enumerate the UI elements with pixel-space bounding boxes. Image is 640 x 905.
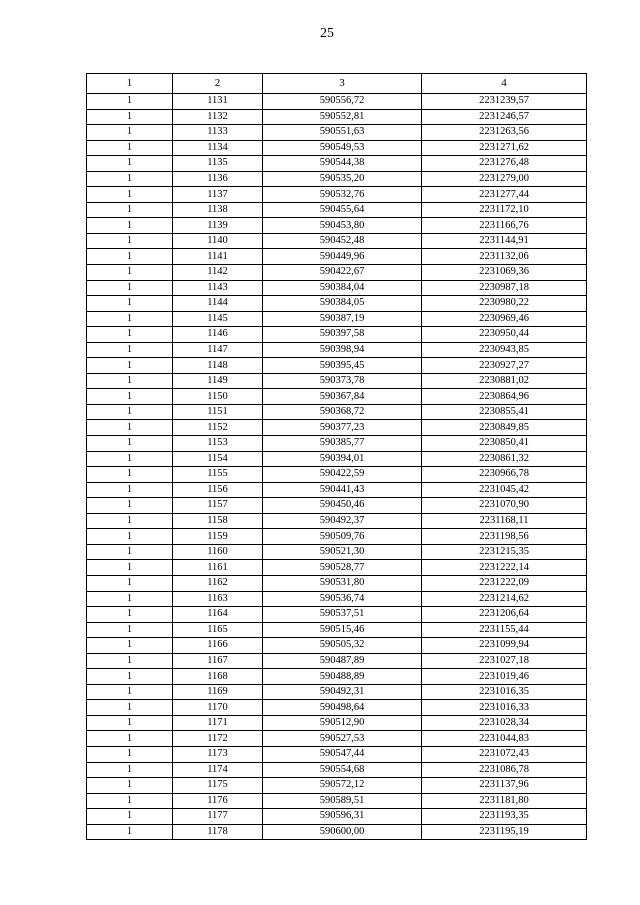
part-cell: 1 [87,404,173,420]
x-coordinate-cell: 590515,46 [263,622,422,638]
point-number-cell: 1156 [173,482,263,498]
x-coordinate-cell: 590549,53 [263,140,422,156]
x-coordinate-cell: 590492,31 [263,684,422,700]
x-coordinate-cell: 590527,53 [263,731,422,747]
table-row [87,404,587,420]
header-cell-4: 4 [422,74,587,94]
point-number-cell: 1146 [173,327,263,343]
point-number-cell: 1167 [173,653,263,669]
x-coordinate-cell: 590453,80 [263,218,422,234]
table-row [87,373,587,389]
point-number-cell: 1157 [173,498,263,514]
x-coordinate-cell: 590373,78 [263,373,422,389]
table-row [87,389,587,405]
x-coordinate-cell: 590544,38 [263,156,422,172]
y-coordinate-cell: 2231198,56 [422,529,587,545]
point-number-cell: 1163 [173,591,263,607]
x-coordinate-cell: 590395,45 [263,358,422,374]
y-coordinate-cell: 2230987,18 [422,280,587,296]
table-row [87,249,587,265]
table-row [87,607,587,623]
x-coordinate-cell: 590551,63 [263,125,422,141]
x-coordinate-cell: 590394,01 [263,451,422,467]
point-number-cell: 1134 [173,140,263,156]
point-number-cell: 1143 [173,280,263,296]
y-coordinate-cell: 2231144,91 [422,233,587,249]
table-row [87,482,587,498]
x-coordinate-cell: 590528,77 [263,560,422,576]
table-row [87,638,587,654]
point-number-cell: 1164 [173,607,263,623]
table-row [87,762,587,778]
x-coordinate-cell: 590505,32 [263,638,422,654]
point-number-cell: 1141 [173,249,263,265]
table-header [87,74,587,94]
part-cell: 1 [87,560,173,576]
part-cell: 1 [87,793,173,809]
y-coordinate-cell: 2231072,43 [422,746,587,762]
x-coordinate-cell: 590367,84 [263,389,422,405]
point-number-cell: 1145 [173,311,263,327]
part-cell: 1 [87,280,173,296]
part-cell: 1 [87,498,173,514]
part-cell: 1 [87,94,173,110]
y-coordinate-cell: 2231137,96 [422,778,587,794]
x-coordinate-cell: 590492,37 [263,513,422,529]
x-coordinate-cell: 590397,58 [263,327,422,343]
table-row [87,793,587,809]
y-coordinate-cell: 2231222,14 [422,560,587,576]
y-coordinate-cell: 2231132,06 [422,249,587,265]
table-row [87,622,587,638]
x-coordinate-cell: 590449,96 [263,249,422,265]
point-number-cell: 1139 [173,218,263,234]
coordinates-table [86,73,587,840]
y-coordinate-cell: 2231271,62 [422,140,587,156]
y-coordinate-cell: 2231016,35 [422,684,587,700]
header-cell-1: 1 [87,74,173,94]
part-cell: 1 [87,778,173,794]
y-coordinate-cell: 2230850,41 [422,436,587,452]
point-number-cell: 1138 [173,202,263,218]
part-cell: 1 [87,529,173,545]
y-coordinate-cell: 2231155,44 [422,622,587,638]
point-number-cell: 1174 [173,762,263,778]
x-coordinate-cell: 590368,72 [263,404,422,420]
part-cell: 1 [87,156,173,172]
table-row [87,529,587,545]
table-row [87,513,587,529]
y-coordinate-cell: 2231279,00 [422,171,587,187]
table-row [87,125,587,141]
point-number-cell: 1137 [173,187,263,203]
x-coordinate-cell: 590441,43 [263,482,422,498]
table-row [87,94,587,110]
x-coordinate-cell: 590509,76 [263,529,422,545]
point-number-cell: 1158 [173,513,263,529]
y-coordinate-cell: 2231166,76 [422,218,587,234]
table-row [87,156,587,172]
point-number-cell: 1172 [173,731,263,747]
part-cell: 1 [87,202,173,218]
part-cell: 1 [87,187,173,203]
part-cell: 1 [87,513,173,529]
table-row [87,731,587,747]
part-cell: 1 [87,389,173,405]
table-row [87,187,587,203]
point-number-cell: 1159 [173,529,263,545]
x-coordinate-cell: 590387,19 [263,311,422,327]
point-number-cell: 1135 [173,156,263,172]
part-cell: 1 [87,544,173,560]
part-cell: 1 [87,762,173,778]
table-row [87,436,587,452]
table-row [87,778,587,794]
part-cell: 1 [87,746,173,762]
x-coordinate-cell: 590532,76 [263,187,422,203]
table-row [87,591,587,607]
page-number: 25 [320,26,334,41]
y-coordinate-cell: 2231277,44 [422,187,587,203]
table-row [87,669,587,685]
point-number-cell: 1132 [173,109,263,125]
x-coordinate-cell: 590572,12 [263,778,422,794]
table-row [87,575,587,591]
point-number-cell: 1177 [173,809,263,825]
y-coordinate-cell: 2231099,94 [422,638,587,654]
x-coordinate-cell: 590452,48 [263,233,422,249]
y-coordinate-cell: 2231019,46 [422,669,587,685]
part-cell: 1 [87,591,173,607]
part-cell: 1 [87,125,173,141]
point-number-cell: 1144 [173,296,263,312]
point-number-cell: 1131 [173,94,263,110]
part-cell: 1 [87,451,173,467]
y-coordinate-cell: 2231044,83 [422,731,587,747]
part-cell: 1 [87,233,173,249]
point-number-cell: 1160 [173,544,263,560]
table-row [87,560,587,576]
table-body [87,94,587,840]
table-row [87,342,587,358]
part-cell: 1 [87,638,173,654]
y-coordinate-cell: 2231195,19 [422,824,587,840]
x-coordinate-cell: 590512,90 [263,715,422,731]
point-number-cell: 1166 [173,638,263,654]
table-row [87,746,587,762]
table-row [87,420,587,436]
table-row [87,202,587,218]
table-row [87,684,587,700]
x-coordinate-cell: 590535,20 [263,171,422,187]
part-cell: 1 [87,311,173,327]
part-cell: 1 [87,482,173,498]
part-cell: 1 [87,575,173,591]
y-coordinate-cell: 2231168,11 [422,513,587,529]
y-coordinate-cell: 2230855,41 [422,404,587,420]
part-cell: 1 [87,731,173,747]
x-coordinate-cell: 590547,44 [263,746,422,762]
x-coordinate-cell: 590422,59 [263,467,422,483]
part-cell: 1 [87,373,173,389]
header-row [87,74,587,94]
part-cell: 1 [87,140,173,156]
point-number-cell: 1147 [173,342,263,358]
x-coordinate-cell: 590531,80 [263,575,422,591]
table-row [87,109,587,125]
x-coordinate-cell: 590398,94 [263,342,422,358]
x-coordinate-cell: 590600,00 [263,824,422,840]
table-row [87,171,587,187]
x-coordinate-cell: 590384,05 [263,296,422,312]
part-cell: 1 [87,265,173,281]
y-coordinate-cell: 2230966,78 [422,467,587,483]
x-coordinate-cell: 590377,23 [263,420,422,436]
point-number-cell: 1148 [173,358,263,374]
part-cell: 1 [87,700,173,716]
part-cell: 1 [87,607,173,623]
y-coordinate-cell: 2231214,62 [422,591,587,607]
y-coordinate-cell: 2231069,36 [422,265,587,281]
x-coordinate-cell: 590537,51 [263,607,422,623]
point-number-cell: 1155 [173,467,263,483]
part-cell: 1 [87,249,173,265]
y-coordinate-cell: 2230969,46 [422,311,587,327]
table-row [87,809,587,825]
x-coordinate-cell: 590450,46 [263,498,422,514]
y-coordinate-cell: 2231086,78 [422,762,587,778]
y-coordinate-cell: 2231027,18 [422,653,587,669]
x-coordinate-cell: 590385,77 [263,436,422,452]
part-cell: 1 [87,436,173,452]
part-cell: 1 [87,622,173,638]
point-number-cell: 1152 [173,420,263,436]
part-cell: 1 [87,420,173,436]
y-coordinate-cell: 2231246,57 [422,109,587,125]
table-row [87,700,587,716]
point-number-cell: 1154 [173,451,263,467]
table-row [87,311,587,327]
x-coordinate-cell: 590556,72 [263,94,422,110]
x-coordinate-cell: 590536,74 [263,591,422,607]
y-coordinate-cell: 2231193,35 [422,809,587,825]
x-coordinate-cell: 590521,30 [263,544,422,560]
y-coordinate-cell: 2230861,32 [422,451,587,467]
y-coordinate-cell: 2231181,80 [422,793,587,809]
x-coordinate-cell: 590554,68 [263,762,422,778]
point-number-cell: 1151 [173,404,263,420]
y-coordinate-cell: 2230927,27 [422,358,587,374]
part-cell: 1 [87,809,173,825]
x-coordinate-cell: 590488,89 [263,669,422,685]
point-number-cell: 1162 [173,575,263,591]
y-coordinate-cell: 2230849,85 [422,420,587,436]
table-row [87,327,587,343]
part-cell: 1 [87,653,173,669]
part-cell: 1 [87,715,173,731]
part-cell: 1 [87,684,173,700]
y-coordinate-cell: 2231215,35 [422,544,587,560]
table-row [87,218,587,234]
table-row [87,451,587,467]
table-row [87,653,587,669]
table-row [87,233,587,249]
point-number-cell: 1176 [173,793,263,809]
part-cell: 1 [87,342,173,358]
point-number-cell: 1142 [173,265,263,281]
point-number-cell: 1169 [173,684,263,700]
y-coordinate-cell: 2231263,56 [422,125,587,141]
table-row [87,467,587,483]
point-number-cell: 1173 [173,746,263,762]
point-number-cell: 1170 [173,700,263,716]
x-coordinate-cell: 590589,51 [263,793,422,809]
point-number-cell: 1168 [173,669,263,685]
point-number-cell: 1175 [173,778,263,794]
point-number-cell: 1171 [173,715,263,731]
part-cell: 1 [87,171,173,187]
table-row [87,358,587,374]
point-number-cell: 1150 [173,389,263,405]
point-number-cell: 1136 [173,171,263,187]
y-coordinate-cell: 2231239,57 [422,94,587,110]
x-coordinate-cell: 590487,89 [263,653,422,669]
point-number-cell: 1153 [173,436,263,452]
point-number-cell: 1161 [173,560,263,576]
point-number-cell: 1140 [173,233,263,249]
x-coordinate-cell: 590455,64 [263,202,422,218]
y-coordinate-cell: 2230950,44 [422,327,587,343]
part-cell: 1 [87,327,173,343]
x-coordinate-cell: 590384,04 [263,280,422,296]
y-coordinate-cell: 2231222,09 [422,575,587,591]
y-coordinate-cell: 2231206,64 [422,607,587,623]
table-row [87,265,587,281]
table-row [87,498,587,514]
y-coordinate-cell: 2230980,22 [422,296,587,312]
point-number-cell: 1149 [173,373,263,389]
table-row [87,280,587,296]
y-coordinate-cell: 2231276,48 [422,156,587,172]
header-cell-3: 3 [263,74,422,94]
part-cell: 1 [87,358,173,374]
part-cell: 1 [87,296,173,312]
y-coordinate-cell: 2230881,02 [422,373,587,389]
y-coordinate-cell: 2231028,34 [422,715,587,731]
table-row [87,715,587,731]
y-coordinate-cell: 2230864,96 [422,389,587,405]
table-row [87,296,587,312]
y-coordinate-cell: 2230943,85 [422,342,587,358]
table-row [87,824,587,840]
x-coordinate-cell: 590422,67 [263,265,422,281]
x-coordinate-cell: 590552,81 [263,109,422,125]
y-coordinate-cell: 2231070,90 [422,498,587,514]
y-coordinate-cell: 2231172,10 [422,202,587,218]
x-coordinate-cell: 590596,31 [263,809,422,825]
point-number-cell: 1178 [173,824,263,840]
point-number-cell: 1165 [173,622,263,638]
part-cell: 1 [87,669,173,685]
table-row [87,544,587,560]
part-cell: 1 [87,109,173,125]
part-cell: 1 [87,467,173,483]
table-row [87,140,587,156]
y-coordinate-cell: 2231016,33 [422,700,587,716]
point-number-cell: 1133 [173,125,263,141]
x-coordinate-cell: 590498,64 [263,700,422,716]
header-cell-2: 2 [173,74,263,94]
y-coordinate-cell: 2231045,42 [422,482,587,498]
part-cell: 1 [87,218,173,234]
part-cell: 1 [87,824,173,840]
